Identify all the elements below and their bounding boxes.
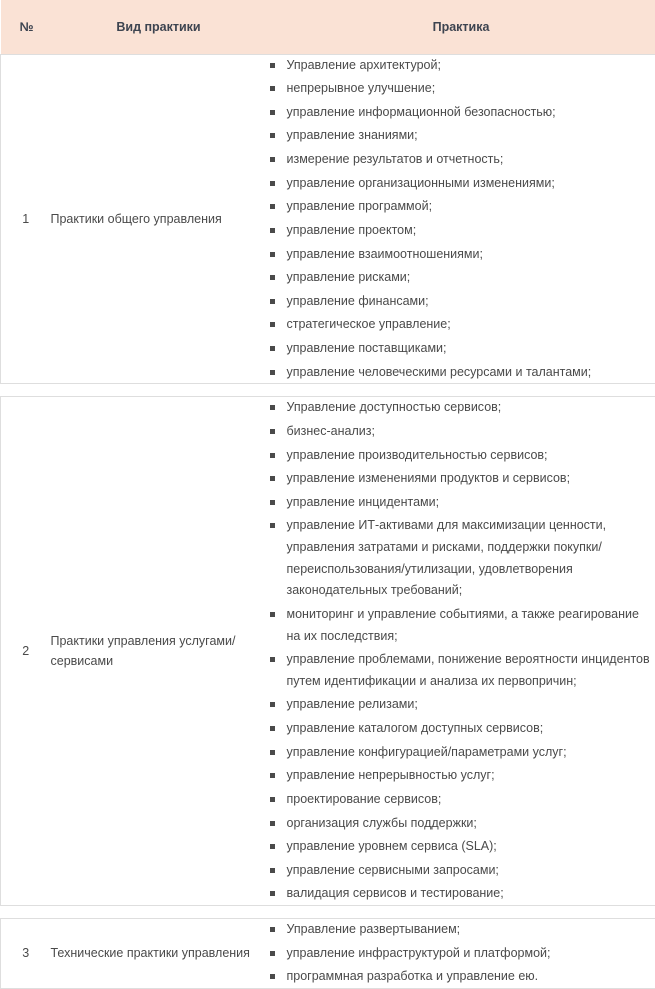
row-kind-label: Практики общего управления — [51, 54, 267, 384]
list-item: управление уровнем сервиса (SLA); — [267, 836, 655, 858]
table-body — [1, 54, 655, 988]
row-number: 1 — [1, 54, 51, 384]
practice-list — [267, 55, 655, 384]
list-item: организация службы поддержки; — [267, 813, 655, 835]
row-kind-label: Практики управления услугами/ сервисами — [51, 397, 267, 906]
list-item: управление финансами; — [267, 291, 655, 313]
list-item: управление инцидентами; — [267, 492, 655, 514]
list-item: управление изменениями продуктов и сервисов; — [267, 468, 655, 490]
list-item: управление проблемами, понижение вероятности инцидентов путем идентификации и анализа их первопричин; — [267, 649, 655, 692]
row-separator-gap-cell — [1, 906, 655, 919]
table-row — [1, 54, 655, 384]
list-item: управление ИТ-активами для максимизации ценности, управления затратами и рисками, поддержки покупки/переиспользования/утилизации, удовлетворения законодательных требований; — [267, 515, 655, 602]
list-item: управление непрерывностью услуг; — [267, 765, 655, 787]
practice-list — [267, 919, 655, 988]
list-item: Управление архитектурой; — [267, 55, 655, 77]
row-separator-gap-cell — [1, 384, 655, 397]
list-item: управление проектом; — [267, 220, 655, 242]
list-item: бизнес-анализ; — [267, 421, 655, 443]
table-header-row — [1, 0, 655, 54]
list-item: проектирование сервисов; — [267, 789, 655, 811]
table-row — [1, 397, 655, 906]
list-item: валидация сервисов и тестирование; — [267, 883, 655, 905]
column-header-practice: Практика — [267, 0, 655, 54]
table-header — [1, 0, 655, 54]
list-item: программная разработка и управление ею. — [267, 966, 655, 988]
list-item: управление организационными изменениями; — [267, 173, 655, 195]
list-item: управление сервисными запросами; — [267, 860, 655, 882]
column-header-number: № — [1, 0, 51, 54]
row-practice-cell — [267, 397, 655, 906]
row-practice-cell — [267, 54, 655, 384]
list-item: управление производительностью сервисов; — [267, 445, 655, 467]
list-item: управление рисками; — [267, 267, 655, 289]
list-item: управление инфраструктурой и платформой; — [267, 943, 655, 965]
table-row — [1, 919, 655, 989]
row-number: 3 — [1, 919, 51, 989]
column-header-kind: Вид практики — [51, 0, 267, 54]
list-item: стратегическое управление; — [267, 314, 655, 336]
list-item: управление знаниями; — [267, 125, 655, 147]
list-item: управление человеческими ресурсами и талантами; — [267, 362, 655, 384]
list-item: управление релизами; — [267, 694, 655, 716]
row-separator-gap — [1, 906, 655, 919]
list-item: Управление развертыванием; — [267, 919, 655, 941]
list-item: управление каталогом доступных сервисов; — [267, 718, 655, 740]
list-item: управление информационной безопасностью; — [267, 102, 655, 124]
list-item: управление взаимоотношениями; — [267, 244, 655, 266]
row-kind-label: Технические практики управления — [51, 919, 267, 989]
row-separator-gap — [1, 384, 655, 397]
list-item: мониторинг и управление событиями, а также реагирование на их последствия; — [267, 604, 655, 647]
list-item: управление поставщиками; — [267, 338, 655, 360]
list-item: Управление доступностью сервисов; — [267, 397, 655, 419]
row-number: 2 — [1, 397, 51, 906]
list-item: измерение результатов и отчетность; — [267, 149, 655, 171]
practice-list — [267, 397, 655, 905]
row-practice-cell — [267, 919, 655, 989]
list-item: управление конфигурацией/параметрами услуг; — [267, 742, 655, 764]
list-item: непрерывное улучшение; — [267, 78, 655, 100]
list-item: управление программой; — [267, 196, 655, 218]
